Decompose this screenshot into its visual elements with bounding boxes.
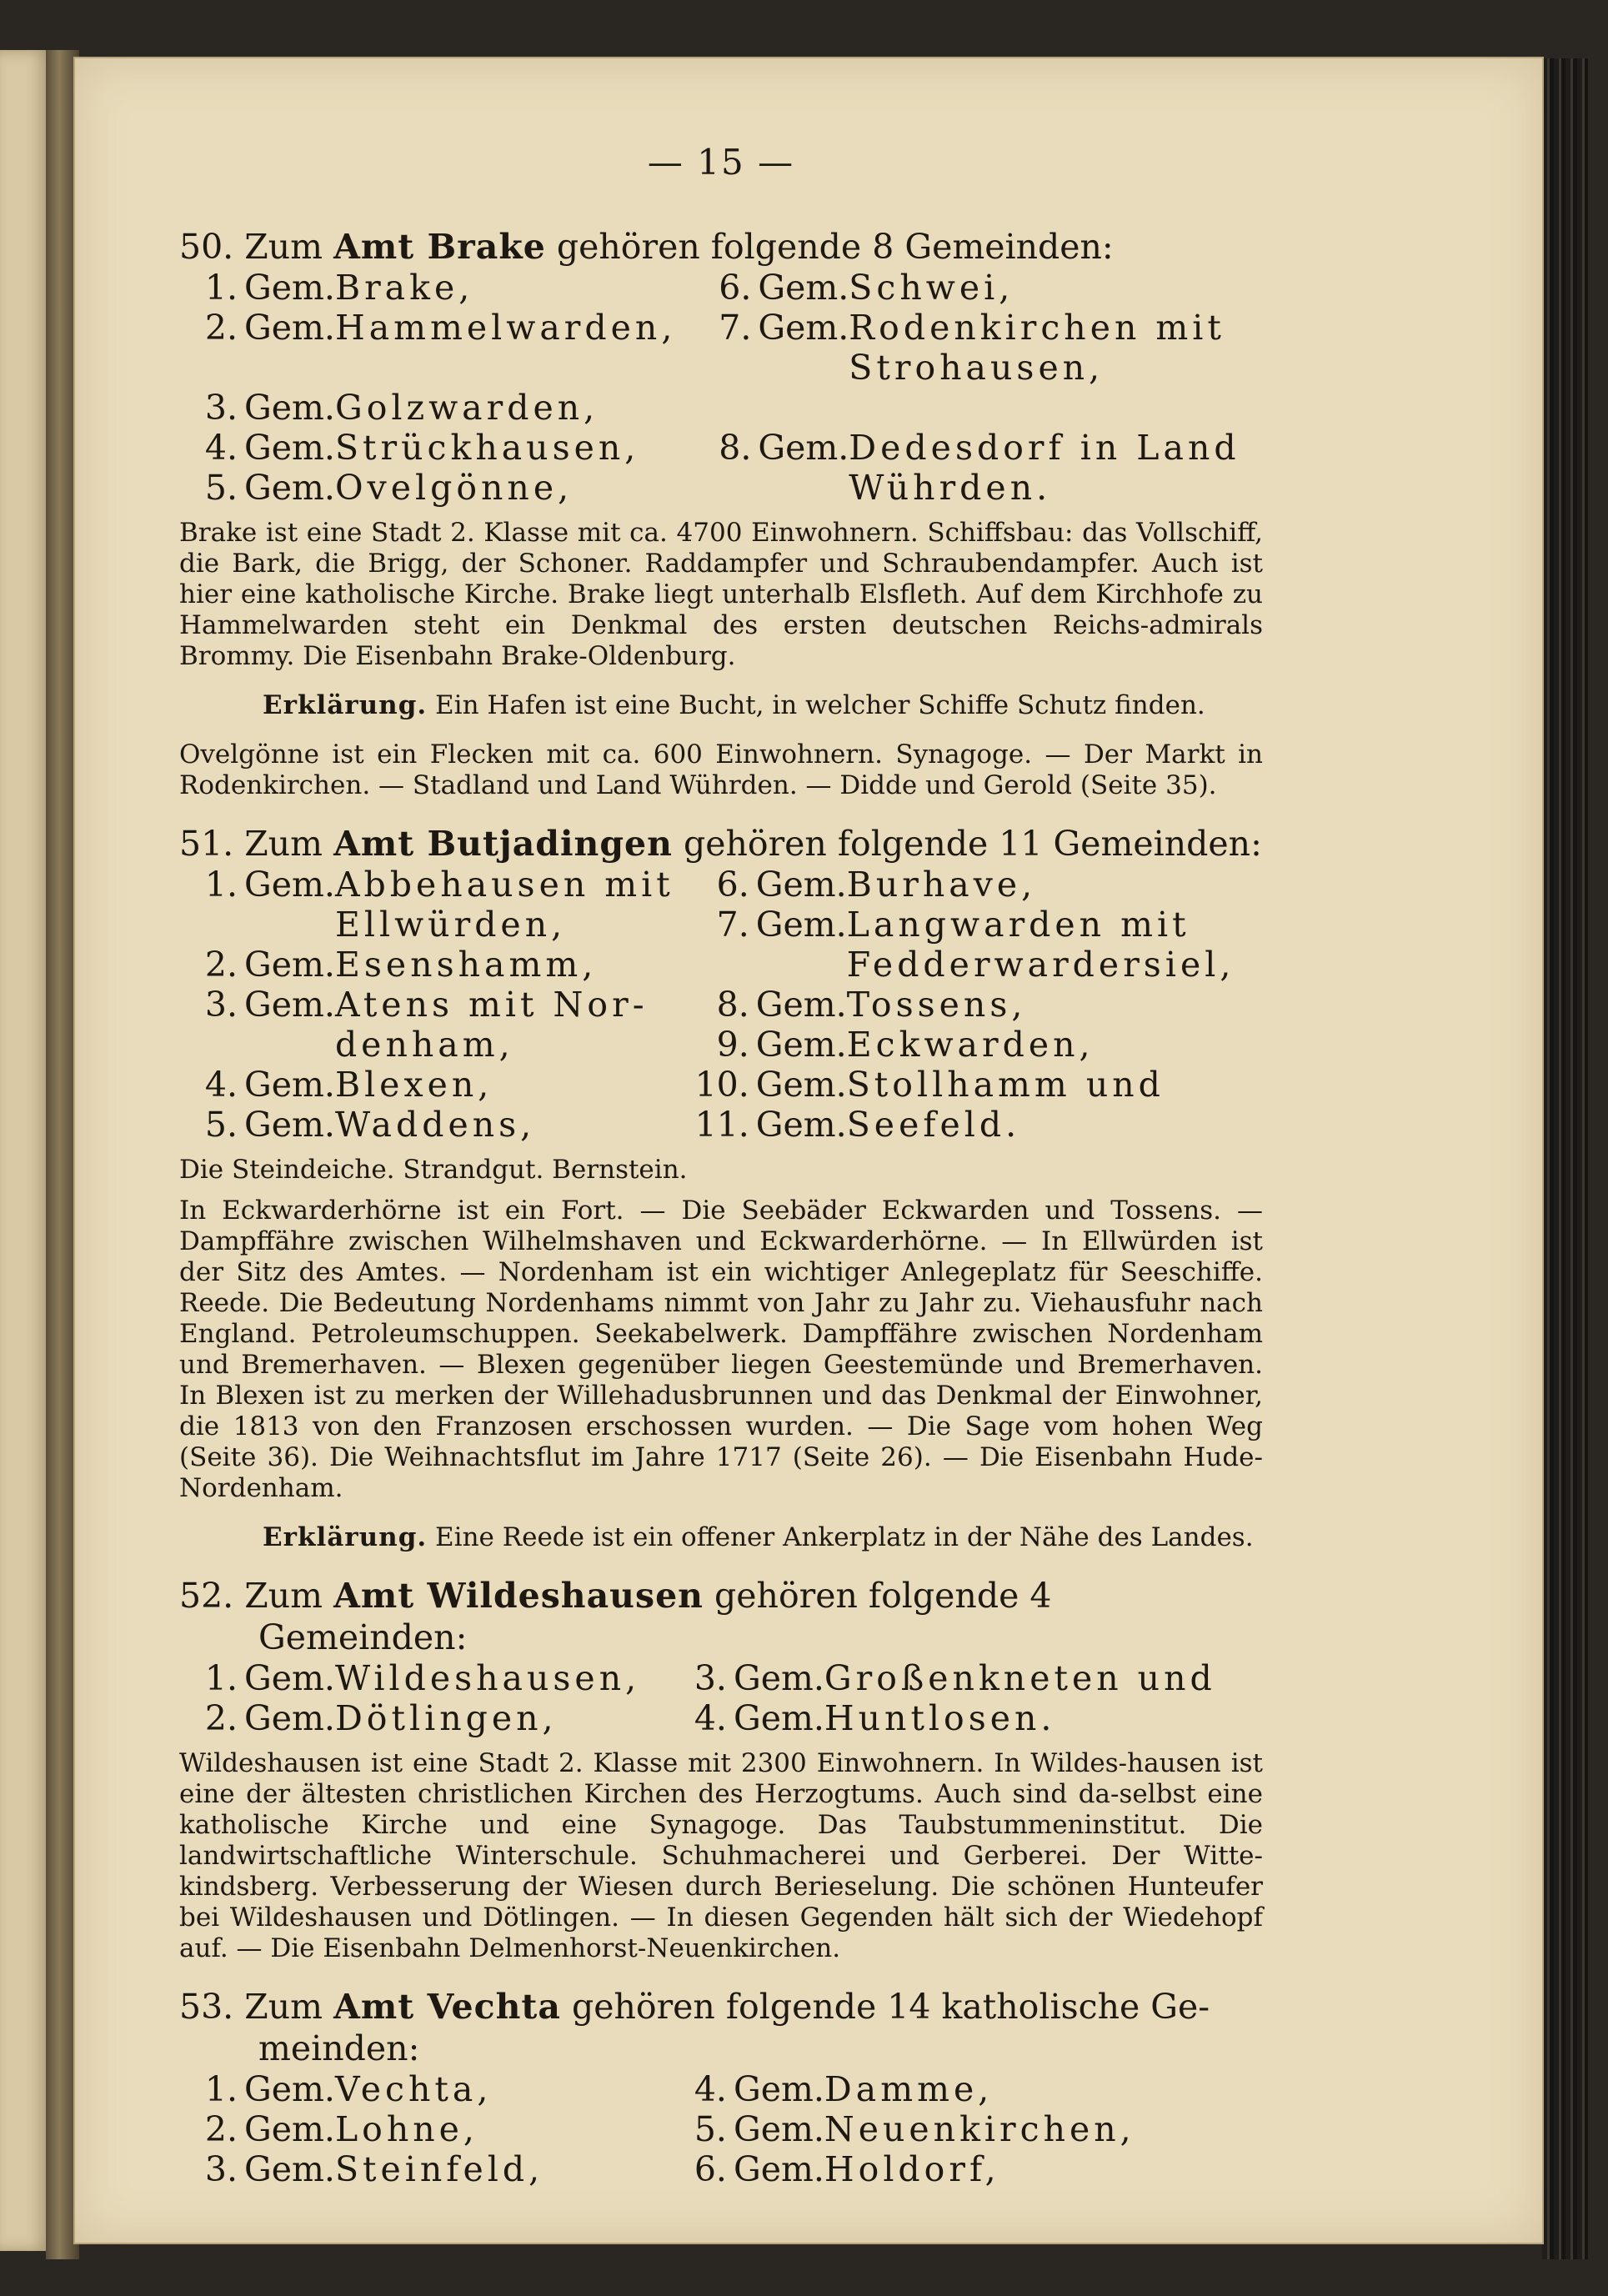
gemeinden-table — [179, 865, 1235, 1145]
table-cell — [179, 1025, 244, 1065]
table-cell: Gem. — [244, 945, 335, 985]
table-cell: Blexen, — [334, 1065, 493, 1105]
table-cell: 5. — [694, 2109, 727, 2149]
gemeinden-table — [179, 2069, 1135, 2189]
table-cell — [676, 348, 758, 388]
table-cell: Gem. — [244, 1065, 335, 1105]
table-cell: Gem. — [244, 308, 335, 348]
table-cell: 2. — [204, 945, 238, 985]
table-cell: 8. — [716, 985, 749, 1025]
table-cell: Damme, — [824, 2069, 994, 2109]
table-cell: Eckwarden, — [846, 1025, 1095, 1065]
section-amt-brake — [179, 226, 1263, 801]
table-cell: 3. — [204, 2149, 238, 2189]
table-cell: Huntlosen. — [824, 1698, 1056, 1738]
table-cell: 5. — [204, 1105, 238, 1145]
table-cell: Schwei, — [849, 268, 1014, 308]
table-cell: Gem. — [244, 2109, 335, 2149]
table-cell: Gem. — [733, 1698, 824, 1738]
table-cell: 1. — [204, 268, 238, 308]
table-cell: Ovelgönne, — [334, 468, 574, 508]
table-row — [179, 348, 1240, 388]
table-cell: Gem. — [244, 428, 335, 468]
amt-name: Amt Brake — [333, 227, 546, 267]
table-cell: Gem. — [244, 388, 335, 428]
table-row — [179, 428, 1240, 468]
table-cell: Gem. — [733, 2109, 824, 2149]
table-cell: 4. — [694, 1698, 727, 1738]
table-cell: Langwarden mit — [846, 905, 1190, 945]
table-cell — [674, 945, 756, 985]
table-cell: Dedesdorf in Land — [849, 428, 1240, 468]
explanation: Erklärung. Ein Hafen ist eine Bucht, in welcher Schiffe Schutz finden. — [263, 690, 1205, 720]
table-cell: Waddens, — [334, 1105, 536, 1145]
table-cell: Strohausen, — [849, 348, 1105, 388]
table-cell — [676, 468, 758, 508]
table-cell: Brake, — [334, 268, 474, 308]
table-row — [179, 388, 1240, 428]
table-cell — [758, 468, 849, 508]
table-cell: Gem. — [244, 468, 335, 508]
table-cell: Stollhamm und — [846, 1065, 1165, 1105]
table-row — [179, 985, 1235, 1025]
table-row — [179, 1105, 1235, 1145]
table-cell: denham, — [334, 1025, 514, 1065]
table-cell: 1. — [204, 1658, 238, 1698]
table-cell — [179, 905, 244, 945]
table-cell: Gem. — [733, 2069, 824, 2109]
table-cell — [335, 348, 676, 388]
table-cell: 3. — [694, 1658, 727, 1698]
table-cell: 4. — [204, 1065, 238, 1105]
table-cell — [244, 905, 335, 945]
table-cell: Gem. — [758, 308, 849, 348]
table-cell: Neuenkirchen, — [824, 2109, 1135, 2149]
table-row — [179, 945, 1235, 985]
table-row — [179, 308, 1240, 348]
table-cell: 6. — [719, 268, 752, 308]
section-text: Wildeshausen ist eine Stadt 2. Klasse mit 2300 Einwohnern. In Wildes-hausen ist eine der ältesten christlichen Kirchen des Herzogtums. Auch sind da-selbst eine katholische Kirche und eine Synagoge. Das Taubstummeninstitut. Die landwirtschaftliche Winterschule. Schuhmacherei und Gerberei. Der Witte-kindsberg. Verbesserung der Wiesen durch Berieselung. Die schönen Hunteufer bei Wildeshausen und Dötlingen. — In diesen Gegenden hält sich der Wiedehopf auf. — Die Eisenbahn Delmenhorst-Neuenkirchen. — [179, 1748, 1263, 1963]
table-cell: 1. — [204, 865, 238, 905]
table-cell — [676, 388, 758, 428]
table-cell: 3. — [204, 985, 238, 1025]
section-heading: 53. Zum Amt Vechta gehören folgende 14 katholische Ge-meinden: — [179, 1987, 1210, 2068]
table-cell: Burhave, — [846, 865, 1037, 905]
table-cell — [758, 348, 849, 388]
section-amt-butjadingen — [179, 823, 1263, 1553]
table-row — [179, 1025, 1235, 1065]
table-cell: Vechta, — [334, 2069, 493, 2109]
table-cell: 11. — [694, 1105, 749, 1145]
table-cell: Esenshamm, — [334, 945, 598, 985]
amt-name: Amt Butjadingen — [333, 824, 673, 864]
table-cell: Abbehausen mit — [334, 865, 674, 905]
table-row — [179, 2149, 1135, 2189]
table-cell: Atens mit Nor- — [334, 985, 649, 1025]
table-row — [179, 905, 1235, 945]
table-cell: Gem. — [755, 985, 847, 1025]
table-row — [179, 2109, 1135, 2149]
section-text: Brake ist eine Stadt 2. Klasse mit ca. 4700 Einwohnern. Schiffsbau: das Vollschiff, die Bark, die Brigg, der Schoner. Raddampfer und Schraubendampfer. Auch ist hier eine katholische Kirche. Brake liegt unterhalb Elsfleth. Auf dem Kirchhofe zu Hammelwarden steht ein Denkmal des ersten deutschen Reichs-admirals Brommy. Die Eisenbahn Brake-Oldenburg. — [179, 518, 1263, 671]
table-cell — [244, 1025, 335, 1065]
table-cell: 10. — [694, 1065, 749, 1105]
table-cell: 6. — [694, 2149, 727, 2189]
table-cell: Steinfeld, — [334, 2149, 544, 2189]
table-cell — [849, 388, 1240, 428]
table-cell: Gem. — [244, 985, 335, 1025]
page-content — [179, 142, 1263, 2196]
table-cell: Großenkneten und — [824, 1658, 1216, 1698]
table-cell: Wildeshausen, — [334, 1658, 641, 1698]
gemeinden-table — [179, 268, 1240, 508]
section-text: In Eckwarderhörne ist ein Fort. — Die Seebäder Eckwarden und Tossens. — Dampffähre zwischen Wilhelmshaven und Eckwarderhörne. — In Ellwürden ist der Sitz des Amtes. — Nordenham ist ein wichtiger Anlegeplatz für Seeschiffe. Reede. Die Bedeutung Nordenhams nimmt von Jahr zu Jahr zu. Viehausfuhr nach England. Petroleumschuppen. Seekabelwerk. Dampffähre zwischen Nordenham und Bremerhaven. — Blexen gegenüber liegen Geestemünde und Bremerhaven. In Blexen ist zu merken der Willehadusbrunnen und das Denkmal der Einwohner, die 1813 von den Franzosen erschossen wurden. — Die Sage vom hohen Weg (Seite 36). Die Weihnachtsflut im Jahre 1717 (Seite 26). — Die Eisenbahn Hude-Nordenham. — [179, 1196, 1263, 1503]
table-cell: Gem. — [733, 2149, 824, 2189]
amt-name: Amt Vechta — [333, 1987, 561, 2027]
table-cell — [756, 945, 847, 985]
table-cell: 2. — [204, 2109, 238, 2149]
table-cell: 6. — [716, 865, 749, 905]
section-heading: 51. Zum Amt Butjadingen gehören folgende 11 Gemeinden: — [179, 824, 1262, 864]
table-cell: Gem. — [244, 2149, 335, 2189]
table-cell: 4. — [204, 428, 238, 468]
table-cell: Gem. — [244, 268, 335, 308]
table-row — [179, 268, 1240, 308]
table-cell: 7. — [716, 905, 749, 945]
book-cover-edge — [1542, 58, 1588, 2259]
section-heading: 52. Zum Amt Wildeshausen gehören folgende 4 Gemeinden: — [179, 1576, 1052, 1657]
page-number: — 15 — — [647, 142, 795, 183]
table-cell: Tossens, — [846, 985, 1027, 1025]
left-page-edge — [0, 50, 50, 2251]
section-heading: 50. Zum Amt Brake gehören folgende 8 Gemeinden: — [179, 227, 1114, 267]
table-cell — [758, 388, 849, 428]
table-cell: 9. — [716, 1025, 749, 1065]
table-cell: Gem. — [244, 1105, 335, 1145]
table-row — [179, 1658, 1216, 1698]
table-cell: Gem. — [244, 2069, 335, 2109]
table-cell: Gem. — [755, 905, 847, 945]
table-cell: Gem. — [755, 1105, 847, 1145]
table-cell: Gem. — [244, 865, 335, 905]
table-row — [179, 468, 1240, 508]
section-text-2: Ovelgönne ist ein Flecken mit ca. 600 Einwohnern. Synagoge. — Der Markt in Rodenkirchen. — Stadland und Land Wührden. — Didde und Gerold (Seite 35). — [179, 739, 1263, 800]
table-cell: Golzwarden, — [334, 388, 599, 428]
table-cell: Gem. — [755, 1065, 847, 1105]
table-row — [179, 865, 1235, 905]
table-cell: 7. — [719, 308, 752, 348]
table-cell — [179, 348, 244, 388]
table-cell: Gem. — [758, 428, 849, 468]
table-cell: Fedderwardersiel, — [846, 945, 1235, 985]
gemeinden-table — [179, 1658, 1216, 1738]
table-cell: 1. — [204, 2069, 238, 2109]
book-spine — [46, 50, 79, 2259]
table-cell: Gem. — [244, 1658, 335, 1698]
table-row — [179, 1065, 1235, 1105]
table-cell: Ellwürden, — [334, 905, 567, 945]
table-cell: Gem. — [755, 865, 847, 905]
table-cell: Gem. — [733, 1658, 824, 1698]
table-cell: Gem. — [758, 268, 849, 308]
amt-name: Amt Wildeshausen — [333, 1576, 704, 1616]
table-row — [179, 2069, 1135, 2109]
section-text-a: Die Steindeiche. Strandgut. Bernstein. — [179, 1155, 688, 1185]
table-cell: 5. — [204, 468, 238, 508]
table-cell: 8. — [719, 428, 752, 468]
table-cell: Gem. — [244, 1698, 335, 1738]
table-cell: Lohne, — [334, 2109, 478, 2149]
table-cell: Seefeld. — [846, 1105, 1021, 1145]
section-amt-wildeshausen — [179, 1575, 1263, 1964]
table-cell: 2. — [204, 1698, 238, 1738]
table-cell: Dötlingen, — [334, 1698, 558, 1738]
table-cell: 4. — [694, 2069, 727, 2109]
table-cell: Wührden. — [849, 468, 1052, 508]
table-cell — [244, 348, 335, 388]
table-row — [179, 1698, 1216, 1738]
section-amt-vechta — [179, 1986, 1263, 2189]
explanation: Erklärung. Eine Reede ist ein offener Ankerplatz in der Nähe des Landes. — [263, 1522, 1254, 1552]
table-cell: Rodenkirchen mit — [849, 308, 1225, 348]
table-cell: Strückhausen, — [334, 428, 640, 468]
table-cell: Hammelwarden, — [334, 308, 677, 348]
table-cell: Holdorf, — [824, 2149, 1000, 2189]
table-cell: 2. — [204, 308, 238, 348]
table-cell: Gem. — [755, 1025, 847, 1065]
table-cell: 3. — [204, 388, 238, 428]
